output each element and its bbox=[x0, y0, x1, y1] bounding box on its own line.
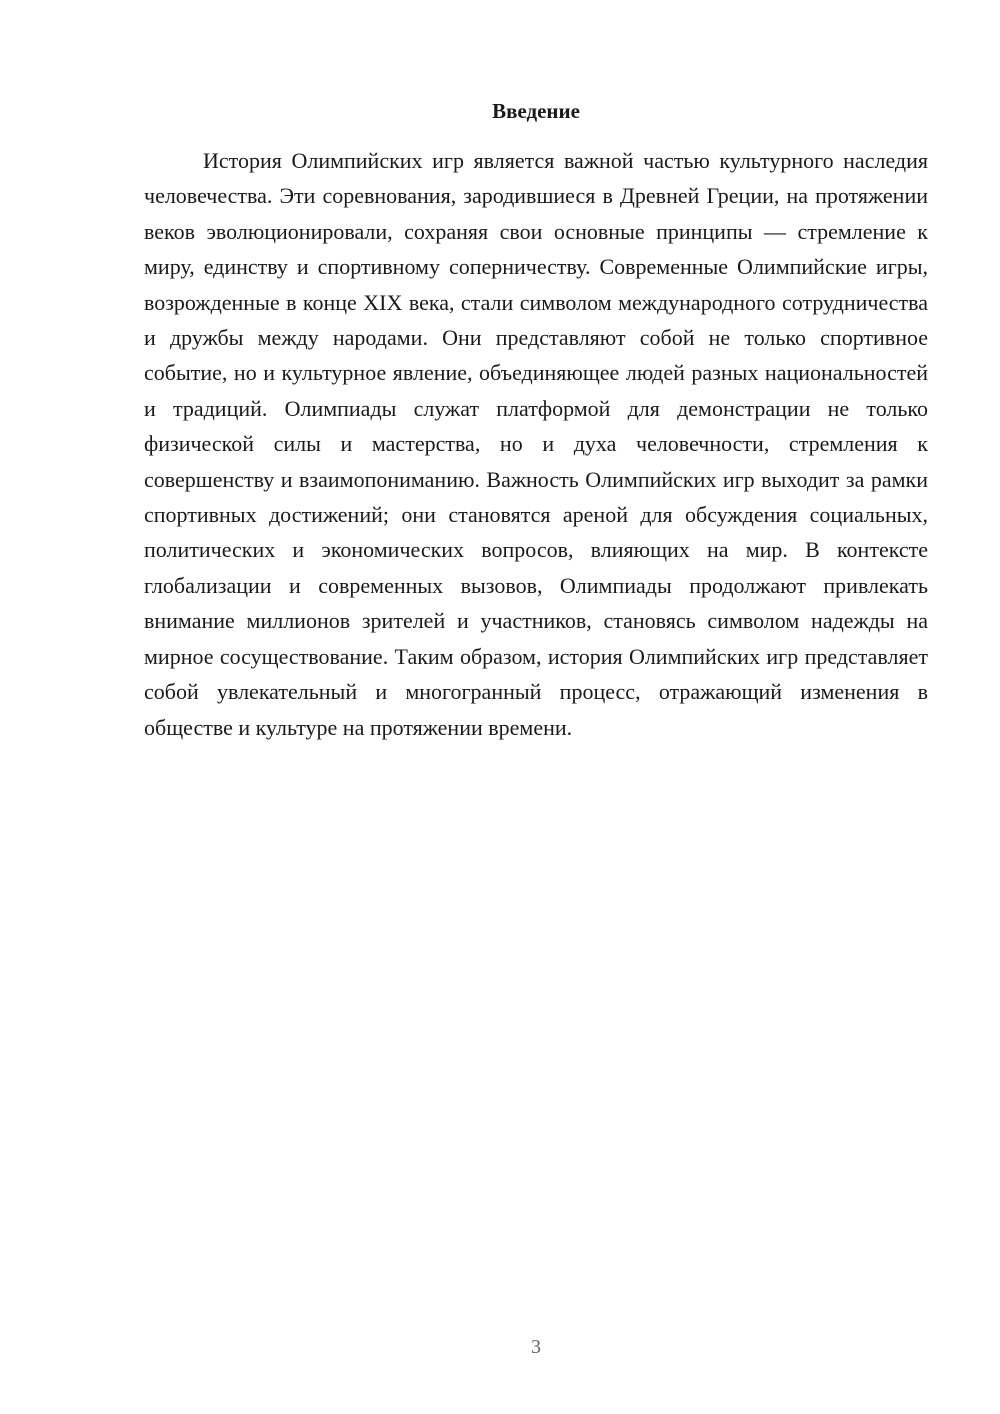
section-heading: Введение bbox=[492, 99, 580, 123]
page-number: 3 bbox=[531, 1336, 541, 1358]
intro-paragraph: История Олимпийских игр является важной частью культурного наследия человечества. Эти соревнования, зародившиеся в Древней Греции, на протяжении веков эволюционировали, сохраняя свои основные принципы — стремление к миру, единству и спортивному соперничеству. Современные Олимпийские игры, возрожденные в конце XIX века, стали символом международного сотрудничества и дружбы между народами. Они представляют собой не только спортивное событие, но и культурное явление, объединяющее людей разных национальностей и традиций. Олимпиады служат платформой для демонстрации не только физической силы и мастерства, но и духа человечности, стремления к совершенству и взаимопониманию. Важность Олимпийских игр выходит за рамки спортивных достижений; они становятся ареной для обсуждения социальных, политических и экономических вопросов, влияющих на мир. В контексте глобализации и современных вызовов, Олимпиады продолжают привлекать внимание миллионов зрителей и участников, становясь символом надежды на мирное сосуществование. Таким образом, история Олимпийских игр представляет собой увлекательный и многогранный процесс, отражающий изменения в обществе и культуре на протяжении времени. bbox=[144, 148, 928, 740]
